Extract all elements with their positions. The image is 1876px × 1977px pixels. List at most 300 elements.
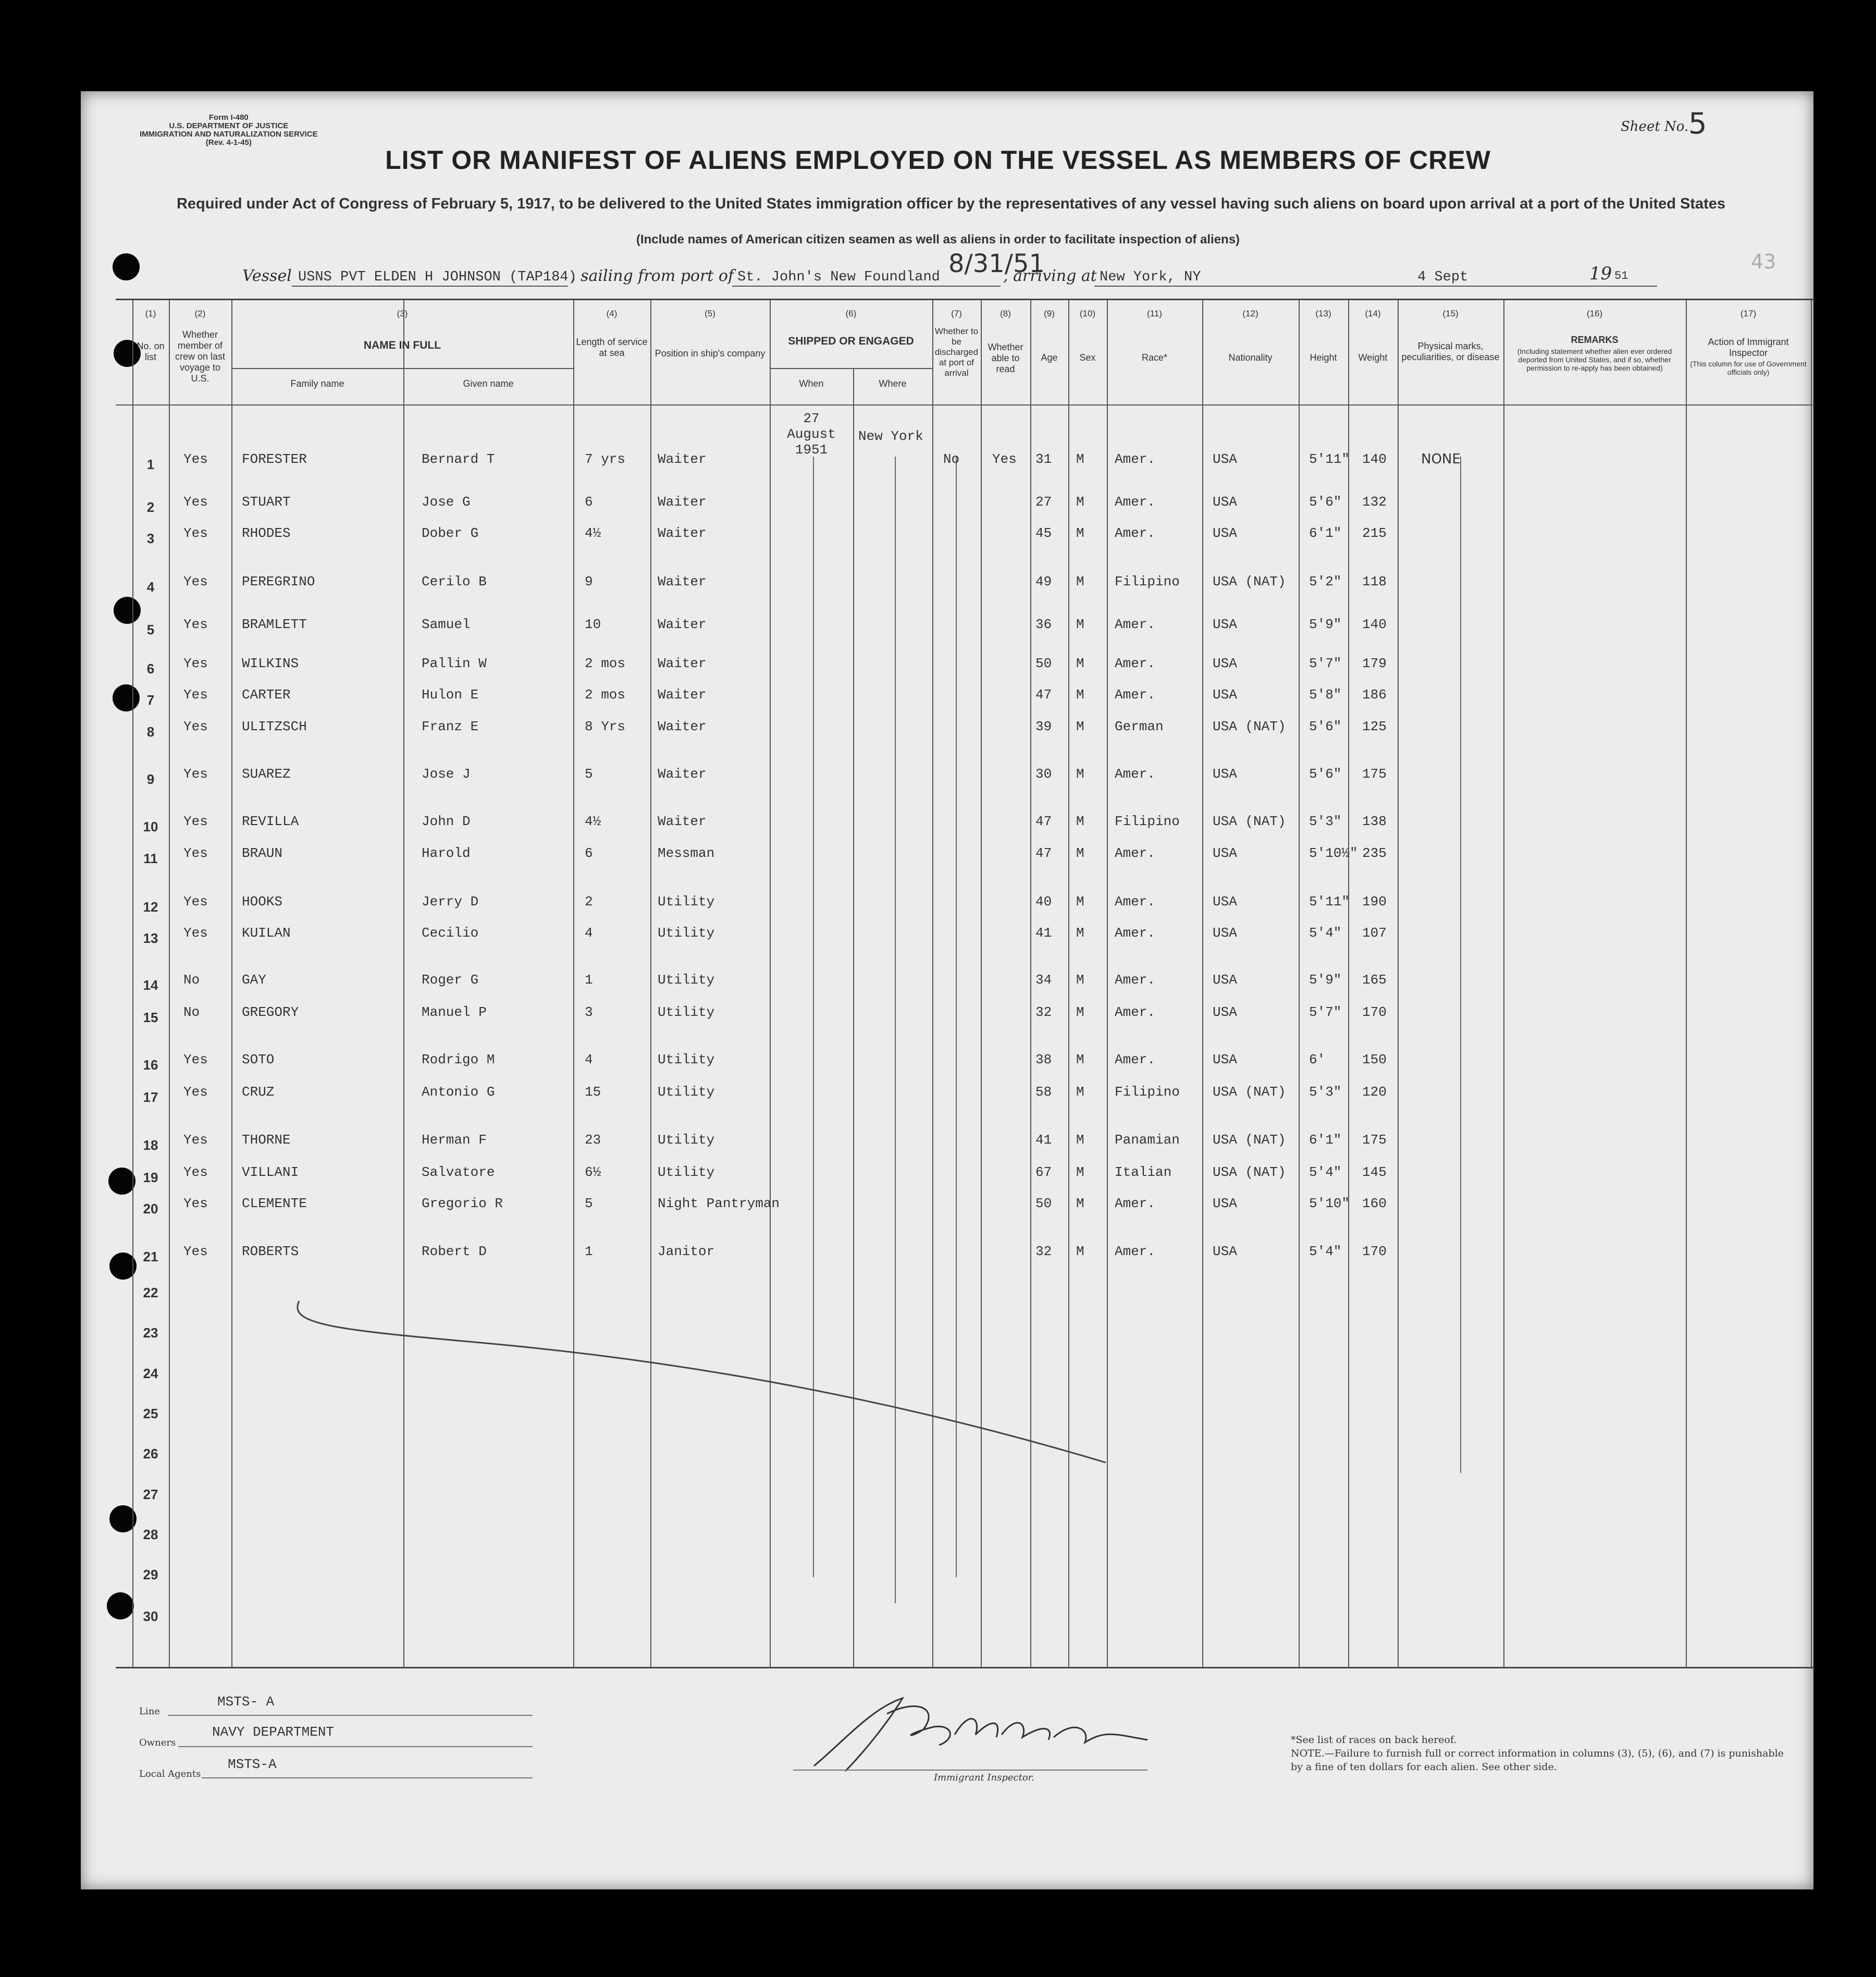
row-number: 18	[143, 1137, 158, 1153]
given-name-cell: Cerilo B	[422, 574, 487, 590]
race-cell: Amer.	[1115, 1196, 1156, 1211]
age-cell: 50	[1035, 656, 1052, 671]
form-number: Form I-480	[208, 113, 249, 122]
service-cell: 4½	[585, 525, 601, 541]
empty-row-number: 26	[143, 1446, 158, 1462]
manifest-footer	[116, 1667, 1815, 1888]
col10-number: (10)	[1079, 309, 1096, 318]
col-nationality-header: Nationality	[1228, 352, 1273, 363]
row-number: 6	[146, 661, 155, 677]
crew-cell: Yes	[183, 617, 208, 632]
inspector-signature	[783, 1677, 1252, 1782]
crew-table	[116, 299, 1815, 1668]
position-cell: Waiter	[658, 719, 707, 734]
position-cell: Waiter	[658, 656, 707, 671]
given-name-cell: Herman F	[422, 1132, 487, 1148]
weight-cell: 132	[1362, 494, 1387, 510]
page-number: 43	[1751, 250, 1776, 273]
height-cell: 5'10"	[1309, 1196, 1350, 1211]
sheet-number: 5	[1688, 107, 1707, 141]
height-cell: 6'1"	[1309, 525, 1342, 541]
shipped-where: New York	[858, 428, 923, 444]
height-cell: 5'2"	[1309, 574, 1342, 590]
height-cell: 5'11"	[1309, 894, 1350, 910]
row-number: 5	[146, 622, 155, 637]
position-cell: Utility	[658, 1084, 715, 1100]
age-cell: 47	[1035, 814, 1052, 829]
position-cell: Utility	[658, 1052, 715, 1067]
col17-number: (17)	[1740, 309, 1757, 318]
race-cell: Amer.	[1115, 894, 1156, 910]
sex-cell: M	[1076, 494, 1084, 510]
age-cell: 34	[1035, 972, 1052, 988]
position-cell: Waiter	[658, 766, 707, 782]
race-cell: German	[1115, 719, 1164, 734]
crew-cell: No	[183, 972, 200, 988]
given-name-cell: Samuel	[422, 617, 471, 632]
race-cell: Filipino	[1115, 814, 1180, 829]
family-name-cell: WILKINS	[242, 656, 299, 671]
weight-cell: 179	[1362, 656, 1387, 671]
sex-cell: M	[1076, 574, 1084, 590]
given-name-cell: Hulon E	[422, 687, 479, 703]
col2-number: (2)	[194, 309, 206, 318]
nationality-cell: USA	[1213, 925, 1237, 941]
sex-cell: M	[1076, 1244, 1084, 1259]
sex-cell: M	[1076, 617, 1084, 632]
family-name-cell: GREGORY	[242, 1004, 299, 1020]
col6-number: (6)	[845, 309, 857, 318]
family-name-cell: ROBERTS	[242, 1244, 299, 1259]
nationality-cell: USA	[1213, 894, 1237, 910]
age-cell: 45	[1035, 525, 1052, 541]
position-cell: Utility	[658, 1132, 715, 1148]
sex-cell: M	[1076, 525, 1084, 541]
vessel-label: Vessel	[242, 267, 292, 285]
col4-number: (4)	[606, 309, 618, 318]
marks-cell: NONE	[1421, 451, 1461, 467]
age-cell: 41	[1035, 925, 1052, 941]
race-cell: Amer.	[1115, 525, 1156, 541]
age-cell: 32	[1035, 1244, 1052, 1259]
height-cell: 5'3"	[1309, 1084, 1342, 1100]
nationality-cell: USA	[1213, 1052, 1237, 1067]
position-cell: Waiter	[658, 451, 707, 467]
shipped-when: 27 August 1951	[787, 411, 836, 458]
row-number: 15	[143, 1010, 158, 1025]
weight-cell: 107	[1362, 925, 1387, 941]
weight-cell: 175	[1362, 1132, 1387, 1148]
service-cell: 15	[585, 1084, 601, 1100]
shipped-where-header: Where	[879, 378, 907, 389]
family-name-cell: REVILLA	[242, 814, 299, 829]
document-title: LIST OR MANIFEST OF ALIENS EMPLOYED ON THE VESSEL AS MEMBERS OF CREW	[385, 145, 1491, 175]
col-remarks-sub: (Including statement whether alien ever ordered deported from United States, and if so, whether permission to re-apply has been obtained)	[1517, 347, 1672, 372]
sex-cell: M	[1076, 719, 1084, 734]
col7-number: (7)	[951, 309, 962, 318]
position-cell: Night Pantryman	[658, 1196, 780, 1211]
service-cell: 1	[585, 972, 593, 988]
service-cell: 3	[585, 1004, 593, 1020]
weight-cell: 215	[1362, 525, 1387, 541]
service-cell: 5	[585, 766, 593, 782]
given-name-cell: Cecilio	[422, 925, 479, 941]
sex-cell: M	[1076, 1052, 1084, 1067]
position-cell: Utility	[658, 925, 715, 941]
weight-cell: 175	[1362, 766, 1387, 782]
empty-row-number: 27	[143, 1487, 158, 1502]
crew-cell: Yes	[183, 525, 208, 541]
row-number: 3	[146, 531, 155, 546]
line-value: MSTS- A	[217, 1694, 275, 1710]
service-cell: 10	[585, 617, 601, 632]
age-cell: 38	[1035, 1052, 1052, 1067]
col12-number: (12)	[1242, 309, 1258, 318]
row-number: 2	[146, 499, 155, 515]
col-position-header: Position in ship's company	[655, 348, 766, 359]
family-name-cell: SOTO	[242, 1052, 275, 1067]
service-cell: 2 mos	[585, 687, 626, 703]
age-cell: 47	[1035, 845, 1052, 861]
given-name-cell: Antonio G	[422, 1084, 495, 1100]
age-cell: 47	[1035, 687, 1052, 703]
crew-cell: Yes	[183, 1244, 208, 1259]
service-cell: 6½	[585, 1164, 601, 1180]
race-cell: Amer.	[1115, 617, 1156, 632]
height-cell: 5'7"	[1309, 656, 1342, 671]
given-name-cell: Franz E	[422, 719, 479, 734]
service-cell: 5	[585, 1196, 593, 1211]
row-number: 17	[143, 1089, 158, 1105]
discharged-cell: No	[943, 451, 960, 467]
given-name-cell: Jose G	[422, 494, 471, 510]
nationality-cell: USA	[1213, 766, 1237, 782]
form-identifier	[140, 114, 318, 147]
empty-row-number: 24	[143, 1366, 158, 1381]
agents-label: Local Agents	[139, 1769, 201, 1779]
sex-cell: M	[1076, 1004, 1084, 1020]
weight-cell: 145	[1362, 1164, 1387, 1180]
sex-cell: M	[1076, 451, 1084, 467]
crew-cell: Yes	[183, 574, 208, 590]
department-name: U.S. DEPARTMENT OF JUSTICE	[169, 121, 289, 130]
given-name-cell: Jose J	[422, 766, 471, 782]
nationality-cell: USA	[1213, 845, 1237, 861]
height-cell: 5'3"	[1309, 814, 1342, 829]
races-note: *See list of races on back hereof.	[1291, 1734, 1457, 1746]
row-number: 14	[143, 977, 158, 993]
nationality-cell: USA (NAT)	[1213, 574, 1286, 590]
col-action-header: Action of Immigrant Inspector	[1708, 337, 1789, 358]
service-cell: 6	[585, 494, 593, 510]
crew-cell: Yes	[183, 494, 208, 510]
empty-row-number: 29	[143, 1567, 158, 1582]
given-name-cell: Pallin W	[422, 656, 487, 671]
height-cell: 5'8"	[1309, 687, 1342, 703]
nationality-cell: USA (NAT)	[1213, 1164, 1286, 1180]
crew-cell: Yes	[183, 1052, 208, 1067]
crew-cell: Yes	[183, 451, 208, 467]
sailing-label: , sailing from port of	[571, 267, 734, 285]
height-cell: 5'10½"	[1309, 845, 1358, 861]
col8-number: (8)	[1000, 309, 1011, 318]
col1-number: (1)	[145, 309, 156, 318]
penalty-note: NOTE.—Failure to furnish full or correct information in columns (3), (5), (6), and (7) is punishable by a fine of ten dollars for each alien. See other side.	[1291, 1748, 1784, 1773]
col-shipped-header: SHIPPED OR ENGAGED	[788, 335, 914, 347]
line-label: Line	[139, 1706, 160, 1717]
race-cell: Amer.	[1115, 766, 1156, 782]
height-cell: 5'9"	[1309, 617, 1342, 632]
row-number: 11	[143, 851, 158, 866]
col-weight-header: Weight	[1358, 352, 1388, 363]
col9-number: (9)	[1044, 309, 1055, 318]
service-cell: 8 Yrs	[585, 719, 626, 734]
race-cell: Amer.	[1115, 845, 1156, 861]
race-cell: Amer.	[1115, 972, 1156, 988]
nationality-cell: USA	[1213, 494, 1237, 510]
owners-value: NAVY DEPARTMENT	[212, 1724, 335, 1740]
given-name-cell: Harold	[422, 845, 471, 861]
col-service-header: Length of service at sea	[576, 337, 648, 358]
crew-cell: Yes	[183, 1196, 208, 1211]
family-name-cell: THORNE	[242, 1132, 291, 1148]
crew-cell: Yes	[183, 1132, 208, 1148]
inspector-label: Immigrant Inspector.	[934, 1772, 1035, 1783]
position-cell: Waiter	[658, 814, 707, 829]
age-cell: 31	[1035, 451, 1052, 467]
height-cell: 5'11"	[1309, 451, 1350, 467]
row-number: 13	[143, 930, 158, 946]
empty-row-number: 25	[143, 1406, 158, 1421]
nationality-cell: USA	[1213, 451, 1237, 467]
age-cell: 49	[1035, 574, 1052, 590]
height-cell: 6'	[1309, 1052, 1326, 1067]
nationality-cell: USA (NAT)	[1213, 719, 1286, 734]
nationality-cell: USA	[1213, 972, 1237, 988]
service-cell: 7 yrs	[585, 451, 626, 467]
race-cell: Amer.	[1115, 1004, 1156, 1020]
empty-row-number: 22	[143, 1285, 158, 1300]
nationality-cell: USA	[1213, 525, 1237, 541]
given-name-cell: Manuel P	[422, 1004, 487, 1020]
sex-cell: M	[1076, 766, 1084, 782]
family-name-cell: CARTER	[242, 687, 291, 703]
col13-number: (13)	[1315, 309, 1331, 318]
sheet-label: Sheet No.	[1621, 119, 1689, 134]
position-cell: Waiter	[658, 494, 707, 510]
crew-cell: Yes	[183, 894, 208, 910]
nationality-cell: USA (NAT)	[1213, 1132, 1286, 1148]
given-name-cell: Robert D	[422, 1244, 487, 1259]
age-cell: 32	[1035, 1004, 1052, 1020]
crew-cell: Yes	[183, 845, 208, 861]
race-cell: Filipino	[1115, 574, 1180, 590]
family-name-cell: RHODES	[242, 525, 291, 541]
service-cell: 4½	[585, 814, 601, 829]
position-cell: Waiter	[658, 525, 707, 541]
row-number: 8	[146, 724, 155, 740]
family-name-cell: KUILAN	[242, 925, 291, 941]
race-cell: Italian	[1115, 1164, 1172, 1180]
age-cell: 50	[1035, 1196, 1052, 1211]
year-prefix: 19	[1589, 263, 1612, 284]
family-name-cell: SUAREZ	[242, 766, 291, 782]
position-cell: Waiter	[658, 687, 707, 703]
sex-cell: M	[1076, 845, 1084, 861]
height-cell: 6'1"	[1309, 1132, 1342, 1148]
row-number: 21	[143, 1249, 158, 1264]
arrival-date: 4 Sept	[1417, 269, 1468, 285]
weight-cell: 190	[1362, 894, 1387, 910]
service-cell: 1	[585, 1244, 593, 1259]
crew-cell: Yes	[183, 766, 208, 782]
empty-row-number: 30	[143, 1608, 158, 1624]
weight-cell: 118	[1362, 574, 1387, 590]
position-cell: Utility	[658, 894, 715, 910]
given-name-cell: Dober G	[422, 525, 479, 541]
sex-cell: M	[1076, 925, 1084, 941]
position-cell: Waiter	[658, 574, 707, 590]
service-cell: 9	[585, 574, 593, 590]
col-crew-header: Whether member of crew on last voyage to U.S.	[175, 329, 226, 384]
height-cell: 5'7"	[1309, 1004, 1342, 1020]
col-race-header: Race*	[1141, 352, 1168, 363]
given-name-cell: John D	[422, 814, 471, 829]
empty-row-number: 28	[143, 1527, 158, 1542]
race-cell: Amer.	[1115, 925, 1156, 941]
vessel-name: USNS PVT ELDEN H JOHNSON (TAP184)	[298, 269, 577, 285]
row-number: 9	[146, 771, 155, 787]
col-no-header: No. on list	[137, 341, 165, 362]
shipped-when-header: When	[799, 378, 824, 389]
nationality-cell: USA	[1213, 1244, 1237, 1259]
family-name-cell: STUART	[242, 494, 291, 510]
race-cell: Amer.	[1115, 656, 1156, 671]
position-cell: Janitor	[658, 1244, 715, 1259]
service-cell: 6	[585, 845, 593, 861]
family-name-header: Family name	[290, 378, 344, 389]
sex-cell: M	[1076, 1164, 1084, 1180]
weight-cell: 170	[1362, 1244, 1387, 1259]
sex-cell: M	[1076, 1196, 1084, 1211]
given-name-cell: Bernard T	[422, 451, 495, 467]
age-cell: 40	[1035, 894, 1052, 910]
given-name-cell: Roger G	[422, 972, 479, 988]
race-cell: Panamian	[1115, 1132, 1180, 1148]
position-cell: Utility	[658, 972, 715, 988]
row-number: 19	[143, 1170, 158, 1185]
col-read-header: Whether able to read	[988, 342, 1023, 374]
weight-cell: 186	[1362, 687, 1387, 703]
height-cell: 5'4"	[1309, 1164, 1342, 1180]
crew-cell: Yes	[183, 719, 208, 734]
weight-cell: 160	[1362, 1196, 1387, 1211]
weight-cell: 138	[1362, 814, 1387, 829]
race-cell: Amer.	[1115, 494, 1156, 510]
height-cell: 5'6"	[1309, 494, 1342, 510]
col5-number: (5)	[705, 309, 715, 318]
weight-cell: 150	[1362, 1052, 1387, 1067]
height-cell: 5'6"	[1309, 766, 1342, 782]
row-number: 16	[143, 1057, 158, 1073]
race-cell: Filipino	[1115, 1084, 1180, 1100]
row-number: 12	[143, 899, 158, 915]
nationality-cell: USA (NAT)	[1213, 1084, 1286, 1100]
col16-number: (16)	[1586, 309, 1603, 318]
family-name-cell: FORESTER	[242, 451, 307, 467]
col-action-sub: (This column for use of Government officials only)	[1690, 360, 1807, 376]
nationality-cell: USA (NAT)	[1213, 814, 1286, 829]
col-name-header: NAME IN FULL	[363, 339, 441, 351]
crew-cell: Yes	[183, 687, 208, 703]
age-cell: 30	[1035, 766, 1052, 782]
nationality-cell: USA	[1213, 687, 1237, 703]
col-remarks-header: REMARKS	[1571, 335, 1619, 345]
weight-cell: 125	[1362, 719, 1387, 734]
row-number: 20	[143, 1201, 158, 1217]
service-cell: 2	[585, 894, 593, 910]
weight-cell: 140	[1362, 617, 1387, 632]
position-cell: Utility	[658, 1004, 715, 1020]
given-name-cell: Salvatore	[422, 1164, 495, 1180]
col11-number: (11)	[1147, 309, 1162, 318]
given-name-header: Given name	[463, 378, 514, 389]
race-cell: Amer.	[1115, 451, 1156, 467]
age-cell: 36	[1035, 617, 1052, 632]
sex-cell: M	[1076, 1132, 1084, 1148]
sex-cell: M	[1076, 972, 1084, 988]
col-height-header: Height	[1310, 352, 1337, 363]
race-cell: Amer.	[1115, 687, 1156, 703]
service-cell: 2 mos	[585, 656, 626, 671]
family-name-cell: CRUZ	[242, 1084, 275, 1100]
punch-hole	[113, 253, 140, 280]
height-cell: 5'4"	[1309, 1244, 1342, 1259]
height-cell: 5'4"	[1309, 925, 1342, 941]
family-name-cell: PEREGRINO	[242, 574, 315, 590]
document-instructions: (Include names of American citizen seamen as well as aliens in order to facilitate inspection of aliens)	[636, 232, 1240, 247]
col15-number: (15)	[1442, 309, 1459, 318]
document-subtitle: Required under Act of Congress of February 5, 1917, to be delivered to the United States immigration officer by the representatives of any vessel having such aliens on board upon arrival at a port of the United States	[176, 195, 1726, 212]
revision-date: (Rev. 4-1-45)	[205, 138, 252, 147]
family-name-cell: VILLANI	[242, 1164, 299, 1180]
col3-number: (3)	[397, 309, 408, 318]
sex-cell: M	[1076, 894, 1084, 910]
crew-cell: Yes	[183, 1084, 208, 1100]
height-cell: 5'9"	[1309, 972, 1342, 988]
handwritten-date: 8/31/51	[948, 249, 1045, 278]
family-name-cell: GAY	[242, 972, 266, 988]
family-name-cell: BRAMLETT	[242, 617, 307, 632]
race-cell: Amer.	[1115, 1244, 1156, 1259]
col-age-header: Age	[1041, 352, 1058, 363]
family-name-cell: ULITZSCH	[242, 719, 307, 734]
crew-cell: Yes	[183, 1164, 208, 1180]
given-name-cell: Rodrigo M	[422, 1052, 495, 1067]
service-cell: 4	[585, 925, 593, 941]
col14-number: (14)	[1365, 309, 1381, 318]
sex-cell: M	[1076, 814, 1084, 829]
col-marks-header: Physical marks, peculiarities, or disease	[1401, 341, 1500, 362]
height-cell: 5'6"	[1309, 719, 1342, 734]
nationality-cell: USA	[1213, 1196, 1237, 1211]
race-cell: Amer.	[1115, 1052, 1156, 1067]
crew-cell: Yes	[183, 814, 208, 829]
weight-cell: 120	[1362, 1084, 1387, 1100]
position-cell: Waiter	[658, 617, 707, 632]
family-name-cell: CLEMENTE	[242, 1196, 307, 1211]
weight-cell: 235	[1362, 845, 1387, 861]
